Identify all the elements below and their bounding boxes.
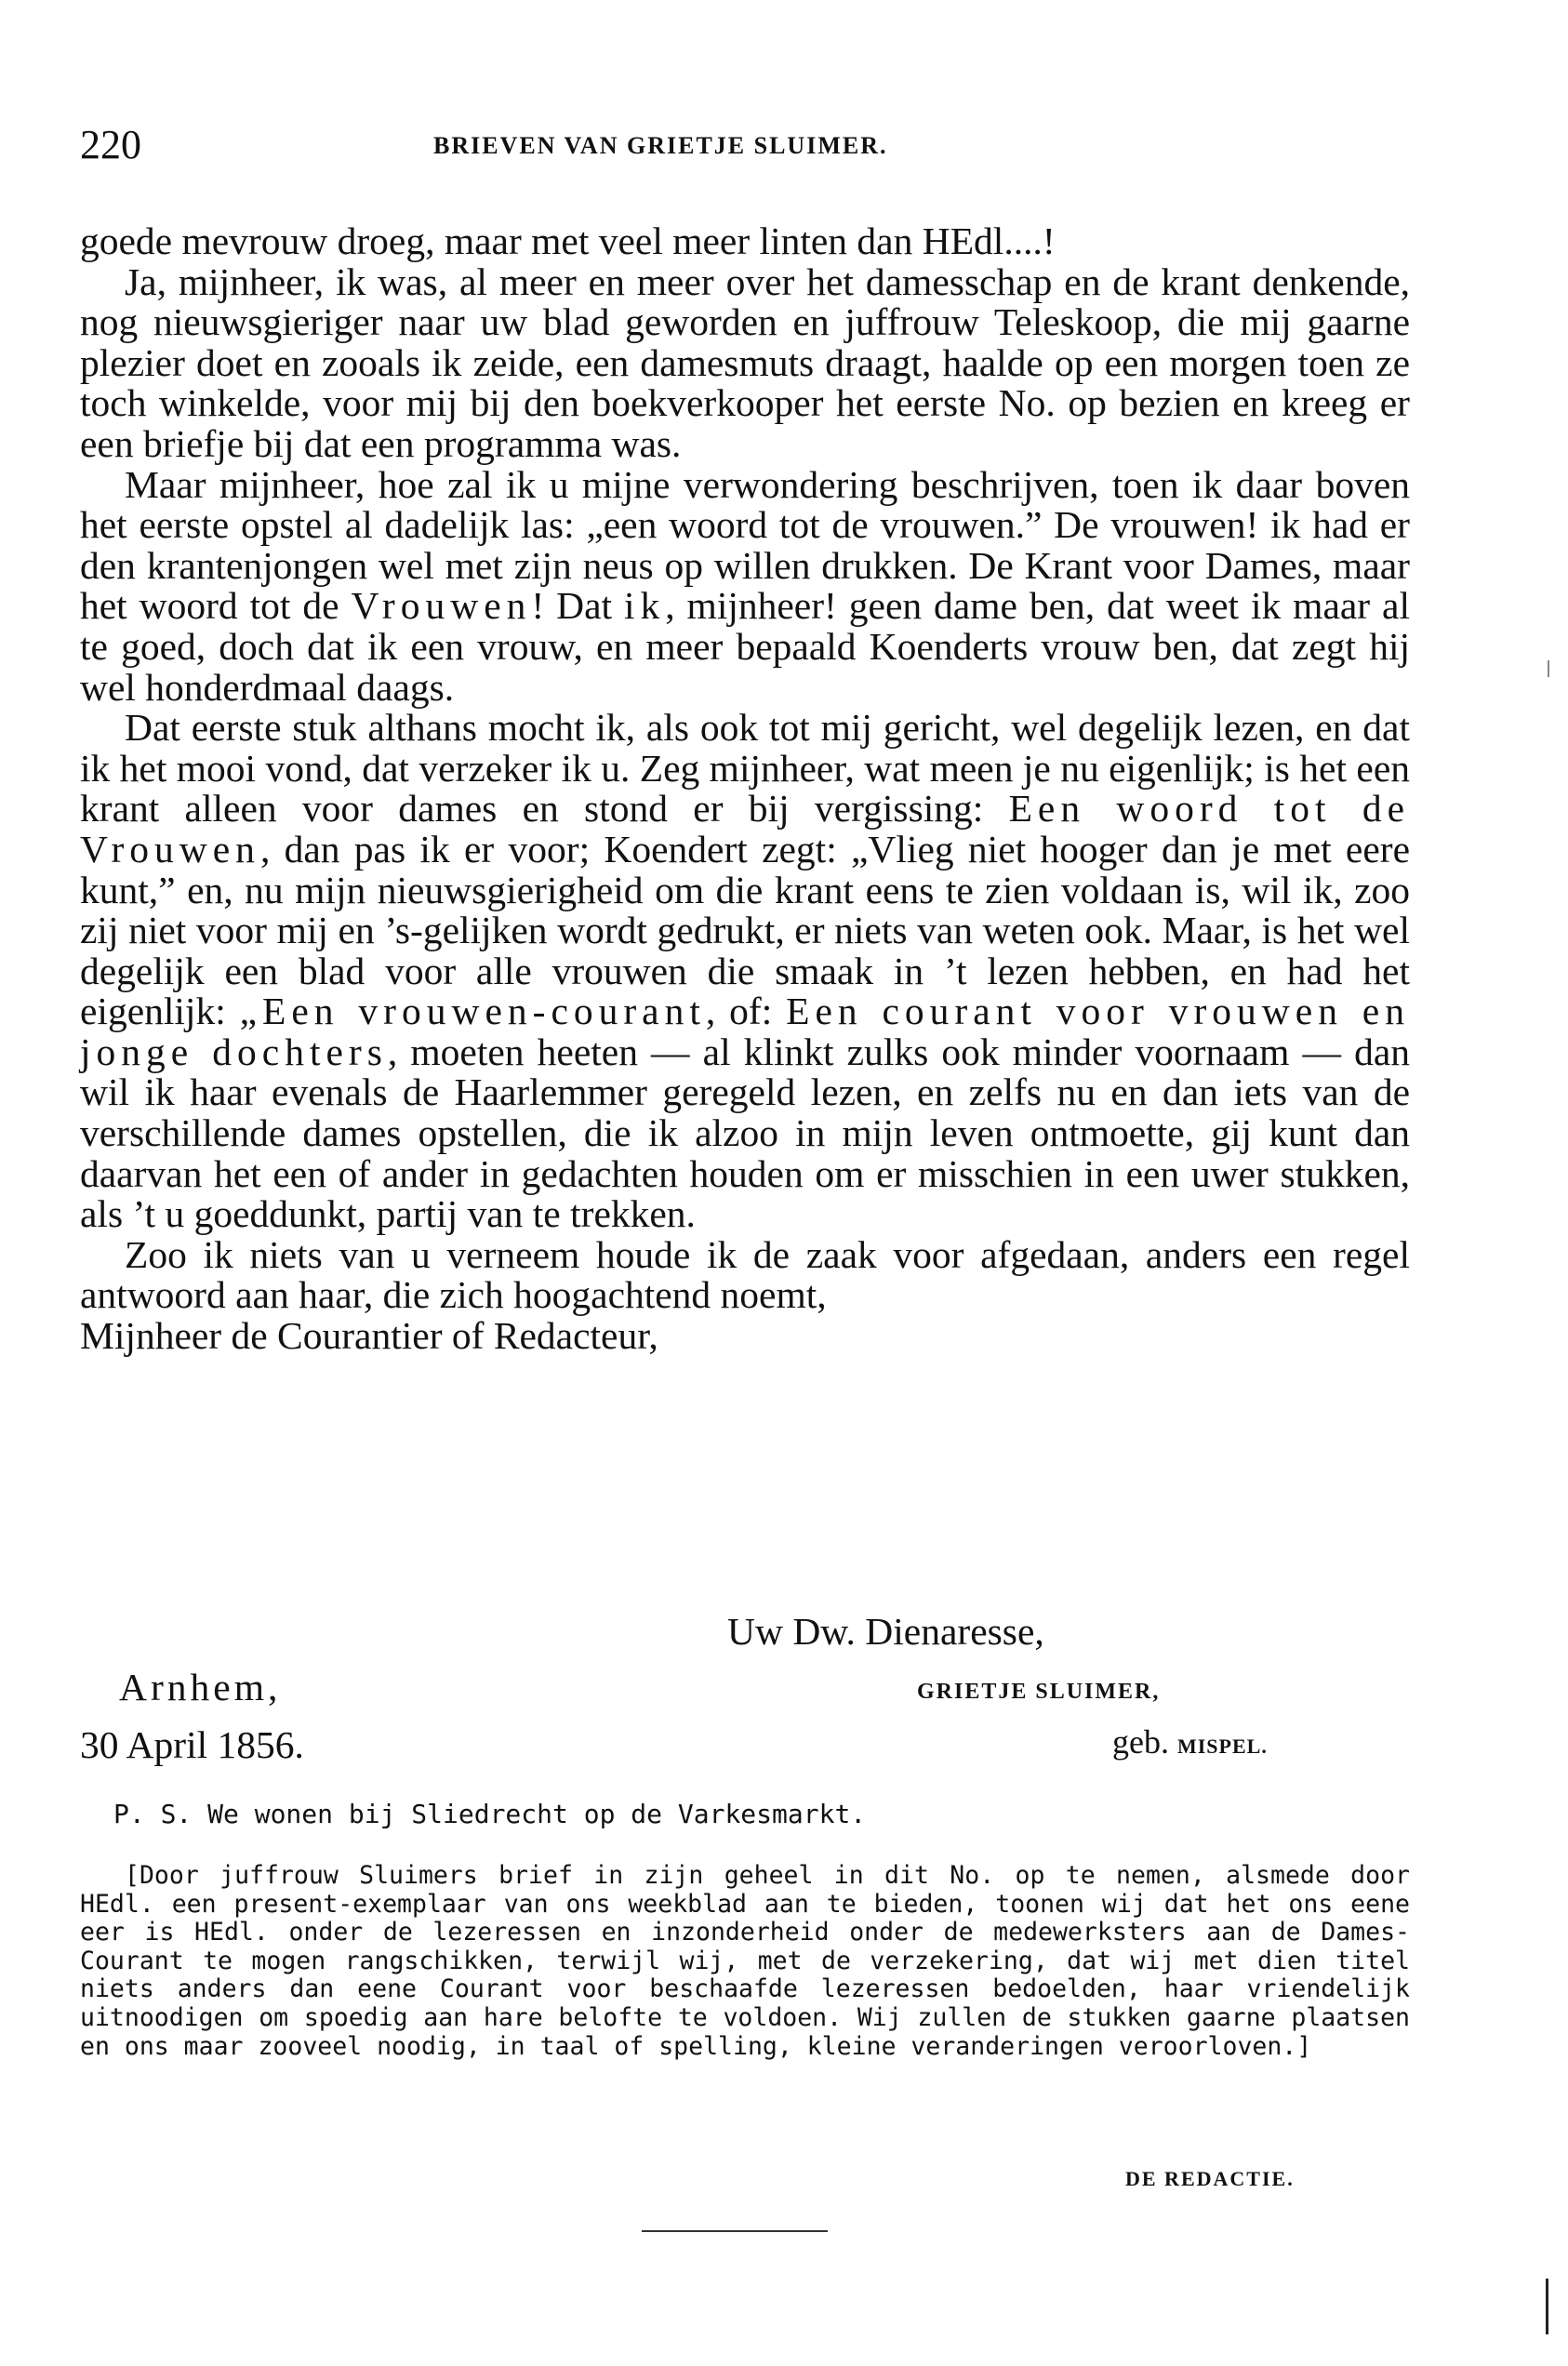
paragraph-3-spaced-word-2: ik	[623, 584, 666, 628]
signature-born-name: MISPEL.	[1176, 1735, 1268, 1758]
paragraph-4-text-a: Dat eerste stuk althans mocht ik, als ook tot mij gericht, wel degelijk lezen, en dat ik het mooi vond, dat verzeker ik u. Zeg mijnheer, wat meen je nu eigenlijk; is het een krant alleen voor dames en stond er bij vergissing:	[80, 706, 1410, 831]
letter-body	[80, 221, 1410, 1357]
paragraph-1: goede mevrouw droeg, maar met veel meer linten dan HEdl....!	[80, 219, 1056, 262]
paragraph-4-spaced-title: Een woord tot de Vrouwen	[80, 787, 1410, 871]
paragraph-3-text-c: , mijnheer! geen dame ben, dat weet ik maar al te goed, doch dat ik een vrouw, en meer bepaald Koenderts vrouw ben, dat zegt hij wel honderdmaal daags.	[80, 584, 1410, 709]
signature-maiden-name	[1112, 1722, 1268, 1761]
editor-note	[80, 1862, 1410, 2061]
running-head: BRIEVEN VAN GRIETJE SLUIMER.	[433, 132, 888, 159]
margin-tick	[1548, 660, 1549, 677]
page-number: 220	[80, 122, 141, 167]
paragraph-4-text-b: , dan pas ik er voor; Koendert zegt: „Vlieg niet hooger dan je met eere kunt,” en, nu mijn nieuwsgierigheid om die krant eens te zien voldaan is, wil ik, zoo zij niet voor mij en ’s-gelijken wordt gedrukt, er niets van weten ook. Maar, is het wel degelijk een blad voor alle vrouwen die smaak in ’t lezen hebben, en had het eigenlijk:	[80, 827, 1410, 1033]
paragraph-4-spaced-title-2: „Een vrouwen-courant	[239, 990, 706, 1033]
paragraph-6: Mijnheer de Courantier of Redacteur,	[80, 1314, 658, 1358]
signature-name: GRIETJE SLUIMER,	[917, 1680, 1161, 1704]
paragraph-3-text-a: Maar mijnheer, hoe zal ik u mijne verwondering beschrijven, toen ik daar boven het eerste opstel al dadelijk las: „een woord tot de vrouwen.” De vrouwen! ik had er den krantenjongen wel met zijn neus op willen drukken. De Krant voor Dames, maar het woord tot de	[80, 462, 1410, 628]
paragraph-3	[80, 462, 1410, 709]
closing-greeting: Uw Dw. Dienaresse,	[727, 1610, 1044, 1653]
signature-born-prefix: geb.	[1112, 1723, 1177, 1761]
paragraph-3-spaced-word: Vrouwen	[351, 584, 532, 628]
paragraph-5: Zoo ik niets van u verneem houde ik de zaak voor afgedaan, anders een regel antwoord aan haar, die zich hoogachtend noemt,	[80, 1232, 1410, 1317]
bottom-rule	[642, 2230, 828, 2232]
margin-mark	[1546, 2279, 1548, 2334]
paragraph-4-text-d: , moeten heeten — al klinkt zulks ook minder voornaam — dan wil ik haar evenals de Haarlemmer geregeld lezen, en zelfs nu en dan iets van de verschillende dames opstellen, die ik alzoo in mijn leven ontmoette, gij kunt dan daarvan het een of ander in gedachten houden om er misschien in een uwer stukken, als ’t u goeddunkt, partij van te trekken.	[80, 1030, 1410, 1236]
letter-date: 30 April 1856.	[80, 1723, 304, 1766]
editor-signature: DE REDACTIE.	[1125, 2167, 1295, 2190]
paragraph-2: Ja, mijnheer, ik was, al meer en meer over het damesschap en de krant denkende, nog nieuwsgieriger naar uw blad geworden en juffrouw Teleskoop, die mij gaarne plezier doet en zooals ik zeide, een damesmuts draagt, haalde op een morgen toen ze toch winkelde, voor mij bij den boekverkooper het eerste No. op bezien en kreeg er een briefje bij dat een programma was.	[80, 259, 1410, 465]
postscript: P. S. We wonen bij Sliedrecht op de Varkesmarkt.	[113, 1799, 867, 1829]
paragraph-3-text-b: ! Dat	[531, 584, 624, 628]
paragraph-4	[80, 708, 1410, 1235]
paragraph-4-text-c: , of:	[705, 990, 787, 1033]
letter-place: Arnhem,	[119, 1666, 282, 1708]
page-header	[80, 121, 1410, 177]
editor-note-text: [Door juffrouw Sluimers brief in zijn geheel in dit No. op te nemen, alsmede door HEdl. een present-exemplaar van ons weekblad aan te bieden, toonen wij dat het ons eene eer is HEdl. onder de lezeressen en inzonderheid onder de medewerksters aan de Dames-Courant te mogen rangschikken, terwijl wij, met de verzekering, dat wij met dien titel niets anders dan eene Courant voor beschaafde lezeressen bedoelden, haar vriendelijk uitnoodigen om spoedig aan hare belofte te voldoen. Wij zullen de stukken gaarne plaatsen en ons maar zooveel noodig, in taal of spelling, kleine veranderingen veroorloven.]	[80, 1861, 1410, 2061]
paragraph-4-spaced-title-3: Een courant voor vrouwen en jonge dochters	[80, 990, 1410, 1073]
